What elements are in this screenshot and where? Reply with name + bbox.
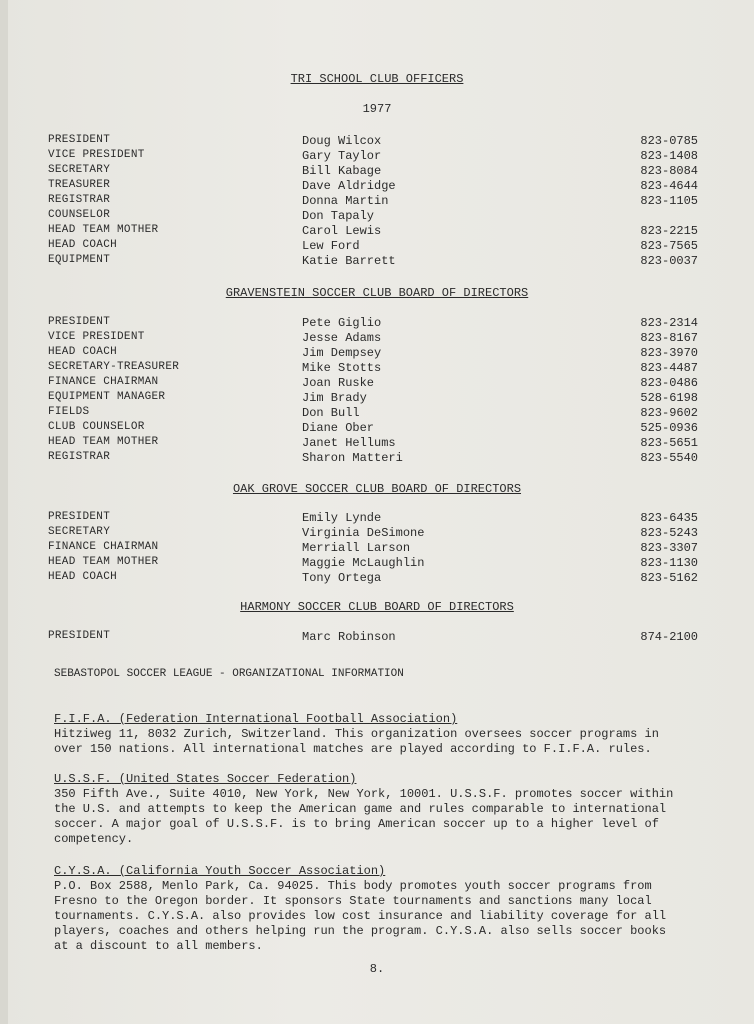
director-name: Emily Lynde xyxy=(302,511,382,525)
director-name: Don Bull xyxy=(302,406,360,420)
officer-name: Carol Lewis xyxy=(302,224,382,238)
officer-row xyxy=(0,179,754,194)
officer-title: TREASURER xyxy=(48,179,111,191)
officer-title: PRESIDENT xyxy=(48,134,111,146)
officer-row xyxy=(0,164,754,179)
director-name: Tony Ortega xyxy=(302,571,382,585)
section-heading-oak-grove: OAK GROVE SOCCER CLUB BOARD OF DIRECTORS xyxy=(232,482,522,496)
director-phone: 823-9602 xyxy=(640,406,698,420)
year-label: 1977 xyxy=(362,102,392,116)
org-line: soccer. A major goal of U.S.S.F. is to bring American soccer up to a higher level of xyxy=(54,817,659,831)
officer-row xyxy=(0,254,754,269)
director-row xyxy=(0,556,754,571)
officer-name: Katie Barrett xyxy=(302,254,396,268)
officer-title: SECRETARY xyxy=(48,164,111,176)
officer-phone: 823-1408 xyxy=(640,149,698,163)
director-row xyxy=(0,511,754,526)
director-row xyxy=(0,376,754,391)
director-title: SECRETARY xyxy=(48,526,111,538)
director-name: Jesse Adams xyxy=(302,331,382,345)
director-name: Mike Stotts xyxy=(302,361,382,375)
director-phone: 823-6435 xyxy=(640,511,698,525)
officer-title: EQUIPMENT xyxy=(48,254,111,266)
director-title: EQUIPMENT MANAGER xyxy=(48,391,166,403)
officer-title: VICE PRESIDENT xyxy=(48,149,145,161)
director-title: CLUB COUNSELOR xyxy=(48,421,145,433)
director-title: HEAD TEAM MOTHER xyxy=(48,436,159,448)
org-line: the U.S. and attempts to keep the American game and rules comparable to international xyxy=(54,802,667,816)
director-row xyxy=(0,391,754,406)
director-title: HEAD COACH xyxy=(48,571,118,583)
officer-phone: 823-0037 xyxy=(640,254,698,268)
officer-phone: 823-4644 xyxy=(640,179,698,193)
officer-title: REGISTRAR xyxy=(48,194,111,206)
director-title: HEAD COACH xyxy=(48,346,118,358)
director-name: Virginia DeSimone xyxy=(302,526,425,540)
officer-row xyxy=(0,134,754,149)
director-phone: 823-3307 xyxy=(640,541,698,555)
org-line: tournaments. C.Y.S.A. also provides low cost insurance and liability coverage for all xyxy=(54,909,667,923)
director-row xyxy=(0,421,754,436)
officer-phone: 823-1105 xyxy=(640,194,698,208)
director-title: SECRETARY-TREASURER xyxy=(48,361,180,373)
director-phone: 823-5540 xyxy=(640,451,698,465)
director-title: FIELDS xyxy=(48,406,90,418)
org-cysa xyxy=(54,864,714,954)
org-line: Hitziweg 11, 8032 Zurich, Switzerland. This organization oversees soccer programs in xyxy=(54,727,659,741)
officer-name: Don Tapaly xyxy=(302,209,375,223)
director-row xyxy=(0,541,754,556)
director-title: REGISTRAR xyxy=(48,451,111,463)
officer-name: Lew Ford xyxy=(302,239,360,253)
officer-title: COUNSELOR xyxy=(48,209,111,221)
officer-phone: 823-8084 xyxy=(640,164,698,178)
director-row xyxy=(0,630,754,645)
officer-row xyxy=(0,239,754,254)
org-name: U.S.S.F. (United States Soccer Federation) xyxy=(54,772,357,786)
officer-phone: 823-0785 xyxy=(640,134,698,148)
director-name: Merriall Larson xyxy=(302,541,411,555)
director-name: Joan Ruske xyxy=(302,376,375,390)
director-title: FINANCE CHAIRMAN xyxy=(48,376,159,388)
org-info-heading: SEBASTOPOL SOCCER LEAGUE - ORGANIZATIONAL INFORMATION xyxy=(54,668,404,680)
org-line: at a discount to all members. xyxy=(54,939,263,953)
director-name: Maggie McLaughlin xyxy=(302,556,425,570)
officer-name: Donna Martin xyxy=(302,194,389,208)
org-ussf xyxy=(54,772,714,847)
officer-title: HEAD TEAM MOTHER xyxy=(48,224,159,236)
page-title: TRI SCHOOL CLUB OFFICERS xyxy=(290,72,464,86)
officer-phone: 823-2215 xyxy=(640,224,698,238)
org-name: F.I.F.A. (Federation International Football Association) xyxy=(54,712,458,726)
section-heading-harmony: HARMONY SOCCER CLUB BOARD OF DIRECTORS xyxy=(240,600,514,614)
officer-name: Gary Taylor xyxy=(302,149,382,163)
director-name: Pete Giglio xyxy=(302,316,382,330)
director-name: Sharon Matteri xyxy=(302,451,403,465)
director-title: PRESIDENT xyxy=(48,630,111,642)
director-phone: 525-0936 xyxy=(640,421,698,435)
director-row xyxy=(0,451,754,466)
officer-name: Doug Wilcox xyxy=(302,134,382,148)
director-phone: 823-0486 xyxy=(640,376,698,390)
director-phone: 823-5162 xyxy=(640,571,698,585)
officer-name: Bill Kabage xyxy=(302,164,382,178)
director-title: HEAD TEAM MOTHER xyxy=(48,556,159,568)
org-fifa xyxy=(54,712,714,757)
org-line: over 150 nations. All international matches are played according to F.I.F.A. rules. xyxy=(54,742,652,756)
org-line: Fresno to the Oregon border. It sponsors State tournaments and sanctions many local xyxy=(54,894,652,908)
director-name: Jim Dempsey xyxy=(302,346,382,360)
director-phone: 823-3970 xyxy=(640,346,698,360)
director-row xyxy=(0,331,754,346)
director-row xyxy=(0,316,754,331)
director-row xyxy=(0,526,754,541)
director-name: Marc Robinson xyxy=(302,630,396,644)
director-row xyxy=(0,406,754,421)
org-line: competency. xyxy=(54,832,134,846)
director-title: VICE PRESIDENT xyxy=(48,331,145,343)
org-name: C.Y.S.A. (California Youth Soccer Association) xyxy=(54,864,386,878)
director-name: Janet Hellums xyxy=(302,436,396,450)
director-phone: 823-1130 xyxy=(640,556,698,570)
director-phone: 528-6198 xyxy=(640,391,698,405)
section-heading-gravenstein: GRAVENSTEIN SOCCER CLUB BOARD OF DIRECTORS xyxy=(225,286,529,300)
org-line: P.O. Box 2588, Menlo Park, Ca. 94025. This body promotes youth soccer programs from xyxy=(54,879,652,893)
director-title: PRESIDENT xyxy=(48,316,111,328)
director-name: Diane Ober xyxy=(302,421,375,435)
page-number: 8. xyxy=(369,962,385,976)
director-title: FINANCE CHAIRMAN xyxy=(48,541,159,553)
director-row xyxy=(0,571,754,586)
org-line: 350 Fifth Ave., Suite 4010, New York, New York, 10001. U.S.S.F. promotes soccer within xyxy=(54,787,674,801)
director-row xyxy=(0,436,754,451)
director-phone: 823-5243 xyxy=(640,526,698,540)
officer-name: Dave Aldridge xyxy=(302,179,396,193)
director-name: Jim Brady xyxy=(302,391,367,405)
officer-row xyxy=(0,224,754,239)
org-line: players, coaches and others helping run the program. C.Y.S.A. also sells soccer books xyxy=(54,924,667,938)
director-row xyxy=(0,361,754,376)
director-phone: 823-2314 xyxy=(640,316,698,330)
director-title: PRESIDENT xyxy=(48,511,111,523)
officer-row xyxy=(0,209,754,224)
officer-row xyxy=(0,194,754,209)
director-phone: 823-5651 xyxy=(640,436,698,450)
officer-phone: 823-7565 xyxy=(640,239,698,253)
officer-title: HEAD COACH xyxy=(48,239,118,251)
director-row xyxy=(0,346,754,361)
officer-row xyxy=(0,149,754,164)
director-phone: 874-2100 xyxy=(640,630,698,644)
director-phone: 823-4487 xyxy=(640,361,698,375)
director-phone: 823-8167 xyxy=(640,331,698,345)
